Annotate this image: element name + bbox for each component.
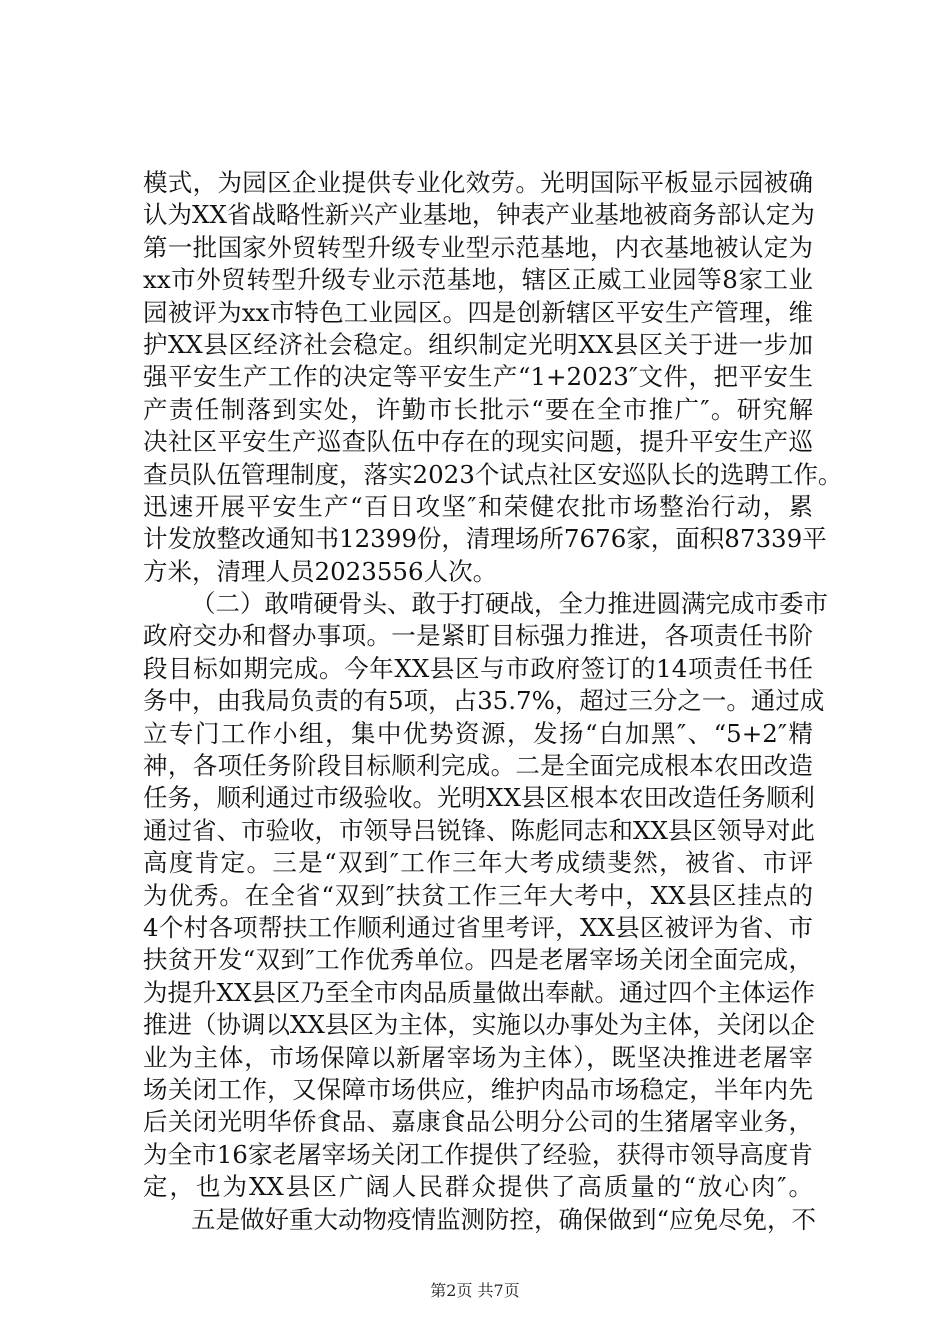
paragraph-line: 通过省、市验收，市领导吕锐锋、陈彪同志和XX县区领导对此 <box>143 815 815 845</box>
paragraph-line: xx市外贸转型升级专业示范基地，辖区正威工业园等8家工业 <box>143 265 813 295</box>
paragraph-line: 迅速开展平安生产“百日攻坚″和荣健农批市场整治行动，累 <box>143 491 813 521</box>
paragraph-line: 护XX县区经济社会稳定。组织制定光明XX县区关于进一步加 <box>143 329 813 359</box>
paragraph-line: 为优秀。在全省“双到″扶贫工作三年大考中，XX县区挂点的 <box>143 880 813 910</box>
paragraph-line: 立专门工作小组，集中优势资源，发扬“白加黑″、“5+2″精 <box>143 718 813 748</box>
paragraph-line: 4个村各项帮扶工作顺利通过省里考评，XX县区被评为省、市 <box>143 912 813 942</box>
paragraph-line: 模式，为园区企业提供专业化效劳。光明国际平板显示园被确 <box>143 168 813 197</box>
body-text <box>143 167 843 1236</box>
paragraph-line: 定，也为XX县区广阔人民群众提供了高质量的“放心肉″。 <box>143 1172 813 1202</box>
paragraph-line: 高度肯定。三是“双到″工作三年大考成绩斐然，被省、市评 <box>143 848 813 878</box>
paragraph-line: 产责任制落到实处，许勤市长批示“要在全市推广″。研究解 <box>143 394 813 424</box>
paragraph-line: 任务，顺利通过市级验收。光明XX县区根本农田改造任务顺利 <box>143 783 815 813</box>
paragraph-line: 段目标如期完成。今年XX县区与市政府签订的14项责任书任 <box>143 653 813 683</box>
paragraph-line: 政府交办和督办事项。一是紧盯目标强力推进，各项责任书阶 <box>143 621 813 651</box>
paragraph-line: 方米，清理人员2023556人次。 <box>143 556 498 586</box>
paragraph-line: 查员队伍管理制度，落实2023个试点社区安巡队长的选聘工作。 <box>143 459 843 489</box>
paragraph-line: 为提升XX县区乃至全市肉品质量做出奉献。通过四个主体运作 <box>143 977 815 1007</box>
paragraph-line: 第一批国家外贸转型升级专业型示范基地，内衣基地被认定为 <box>143 232 813 262</box>
paragraph-line: 后关闭光明华侨食品、嘉康食品公明分公司的生猪屠宰业务， <box>143 1107 813 1137</box>
paragraph-line: 强平安生产工作的决定等平安生产“1+2023″文件，把平安生 <box>143 362 813 392</box>
paragraph-line: （二）敢啃硬骨头、敢于打硬战，全力推进圆满完成市委市 <box>191 589 828 619</box>
page-footer: 第2页 共7页 <box>430 1281 520 1300</box>
paragraph-line: 扶贫开发“双到″工作优秀单位。四是老屠宰场关闭全面完成， <box>143 945 813 975</box>
paragraph-line: 五是做好重大动物疫情监测防控，确保做到“应免尽免，不 <box>191 1204 817 1234</box>
paragraph-line: 务中，由我局负责的有5项，占35.7%，超过三分之一。通过成 <box>143 686 825 716</box>
paragraph-line: 园被评为xx市特色工业园区。四是创新辖区平安生产管理，维 <box>143 297 813 327</box>
paragraph-line: 认为XX省战略性新兴产业基地，钟表产业基地被商务部认定为 <box>143 200 815 230</box>
paragraph-line: 决社区平安生产巡查队伍中存在的现实问题，提升平安生产巡 <box>143 427 813 457</box>
paragraph-line: 场关闭工作，又保障市场供应，维护肉品市场稳定，半年内先 <box>143 1074 813 1104</box>
paragraph-line: 计发放整改通知书12399份，清理场所7676家，面积87339平 <box>143 524 827 554</box>
paragraph-line: 神，各项任务阶段目标顺利完成。二是全面完成根本农田改造 <box>143 751 813 781</box>
paragraph-line: 业为主体，市场保障以新屠宰场为主体），既坚决推进老屠宰 <box>143 1042 813 1072</box>
paragraph-line: 推进（协调以XX县区为主体，实施以办事处为主体，关闭以企 <box>143 1010 815 1040</box>
paragraph-line: 为全市16家老屠宰场关闭工作提供了经验，获得市领导高度肯 <box>143 1139 813 1169</box>
